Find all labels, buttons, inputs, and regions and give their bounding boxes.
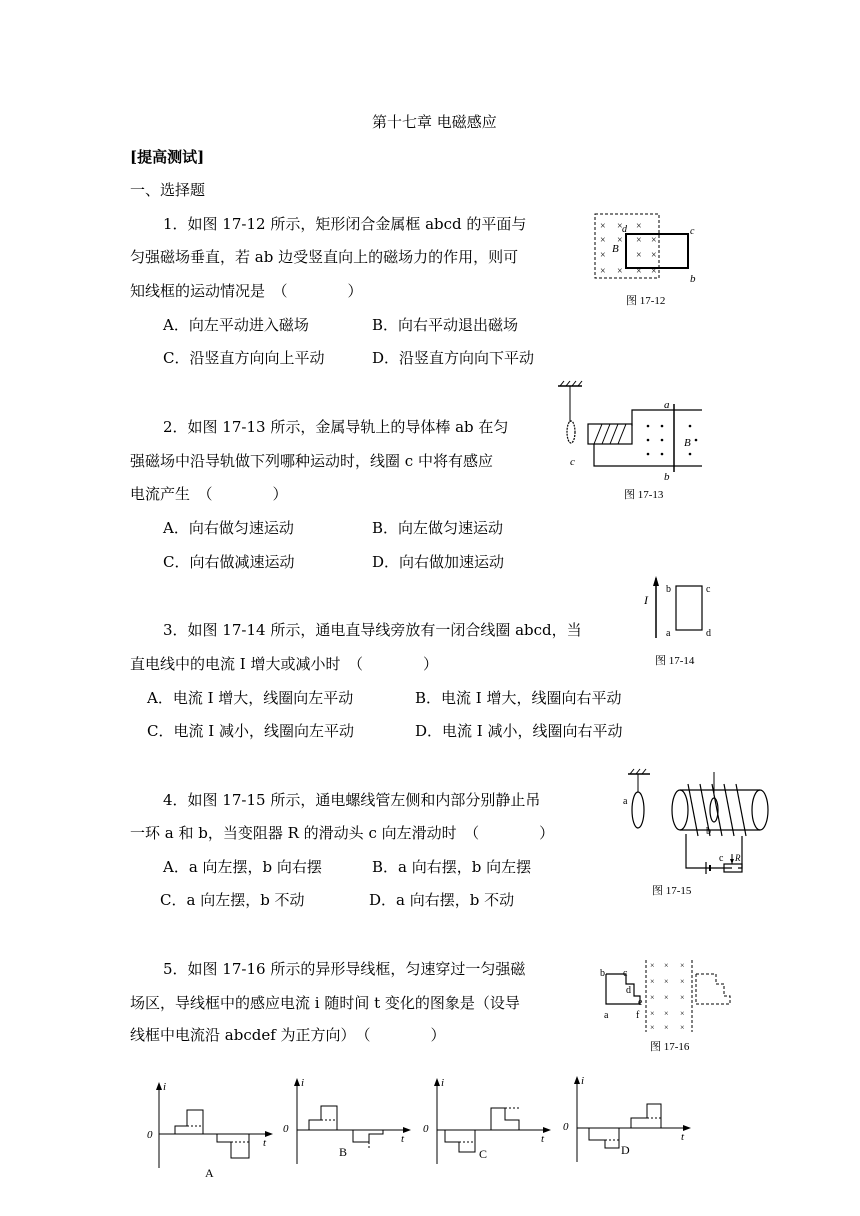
graph-b-t: t <box>401 1133 405 1145</box>
svg-text:×: × <box>650 993 655 1002</box>
figure-17-16 <box>596 956 746 1036</box>
fig15-label-a: a <box>623 796 628 807</box>
q3-option-b: B．电流 I 增大，线圈向右平动 <box>415 689 622 707</box>
q3-option-a: A．电流 I 增大，线圈向左平动 <box>147 689 354 707</box>
caption-17-14: 图 17-14 <box>655 655 695 667</box>
fig16-label-a: a <box>604 1010 609 1021</box>
svg-text:×: × <box>680 977 685 986</box>
figure-17-14 <box>640 572 720 642</box>
page-title: 第十七章 电磁感应 <box>372 113 497 131</box>
svg-text:×: × <box>636 221 642 232</box>
fig16-label-b: b <box>600 968 605 979</box>
graph-d-t: t <box>681 1131 685 1143</box>
svg-text:×: × <box>600 235 606 246</box>
svg-text:×: × <box>664 977 669 986</box>
q3-line-1: 3．如图 17-14 所示，通电直导线旁放有一闭合线圈 abcd，当 <box>163 621 582 639</box>
q4-line-1: 4．如图 17-15 所示，通电螺线管左侧和内部分别静止吊 <box>163 791 541 809</box>
q2-line-3: 电流产生 （ ） <box>130 485 288 503</box>
svg-text:×: × <box>600 250 606 261</box>
fig15-label-r: R <box>735 853 741 863</box>
svg-text:×: × <box>600 266 606 277</box>
graph-b-zero: 0 <box>283 1123 289 1135</box>
graph-c <box>423 1076 553 1176</box>
graph-a <box>145 1080 275 1180</box>
fig12-label-b-field: B <box>612 243 619 255</box>
svg-text:×: × <box>651 266 657 277</box>
fig16-label-c: c <box>623 968 628 979</box>
svg-text:×: × <box>600 221 606 232</box>
fig14-label-d: d <box>706 628 711 639</box>
svg-text:×: × <box>664 961 669 970</box>
svg-text:×: × <box>651 235 657 246</box>
q1-option-a: A．向左平动进入磁场 <box>163 316 309 334</box>
fig14-label-a: a <box>666 628 671 639</box>
svg-text:×: × <box>680 993 685 1002</box>
svg-text:×: × <box>650 961 655 970</box>
svg-text:×: × <box>651 250 657 261</box>
svg-text:×: × <box>664 1009 669 1018</box>
q3-line-2: 直电线中的电流 I 增大或减小时 （ ） <box>130 655 438 673</box>
graph-c-t: t <box>541 1133 545 1145</box>
fig13-label-c: c <box>570 456 575 468</box>
figure-17-13 <box>550 380 710 483</box>
svg-text:×: × <box>617 266 623 277</box>
fig12-label-d: d <box>622 224 627 235</box>
q3-option-c: C．电流 I 减小，线圈向左平动 <box>147 722 354 740</box>
q4-line-2: 一环 a 和 b，当变阻器 R 的滑动头 c 向左滑动时 （ ） <box>130 824 555 842</box>
fig12-label-c: c <box>690 226 695 237</box>
fig13-label-b-field: B <box>684 437 691 449</box>
fig13-label-a: a <box>664 399 670 411</box>
q1-line-3: 知线框的运动情况是 （ ） <box>130 282 363 300</box>
q1-option-c: C．沿竖直方向向上平动 <box>163 349 325 367</box>
svg-text:×: × <box>680 1009 685 1018</box>
fig14-label-c: c <box>706 584 711 595</box>
svg-text:×: × <box>664 1023 669 1032</box>
svg-text:×: × <box>680 1023 685 1032</box>
graph-a-label: A <box>205 1166 214 1180</box>
svg-text:×: × <box>650 1009 655 1018</box>
q2-option-b: B．向左做匀速运动 <box>372 519 504 537</box>
q1-line-2: 匀强磁场垂直，若 ab 边受竖直向上的磁场力的作用，则可 <box>130 248 519 266</box>
caption-17-13: 图 17-13 <box>624 489 664 501</box>
svg-text:×: × <box>636 250 642 261</box>
caption-17-12: 图 17-12 <box>626 295 666 307</box>
svg-text:×: × <box>636 235 642 246</box>
svg-text:×: × <box>617 221 623 232</box>
graph-d-label: D <box>621 1143 630 1157</box>
graph-c-label: C <box>479 1147 488 1161</box>
q1-option-d: D．沿竖直方向向下平动 <box>372 349 535 367</box>
graph-b-i: i <box>301 1077 305 1089</box>
q5-line-3: 线框中电流沿 abcdef 为正方向） （ ） <box>130 1026 446 1044</box>
fig16-label-e: e <box>638 997 643 1008</box>
q2-line-1: 2．如图 17-13 所示，金属导轨上的导体棒 ab 在匀 <box>163 418 509 436</box>
graph-d-i: i <box>581 1075 585 1087</box>
fig15-label-b: b <box>706 826 711 837</box>
graph-d-zero: 0 <box>563 1121 569 1133</box>
fig16-label-f: f <box>636 1010 640 1021</box>
q4-option-d: D．a 向右摆，b 不动 <box>369 891 515 909</box>
part-heading: 一、选择题 <box>130 181 206 199</box>
q2-option-c: C．向右做减速运动 <box>163 553 295 571</box>
svg-text:×: × <box>617 235 623 246</box>
graph-c-i: i <box>441 1077 445 1089</box>
fig12-label-b: b <box>690 273 696 285</box>
q2-line-2: 强磁场中沿导轨做下列哪种运动时，线圈 c 中将有感应 <box>130 452 493 470</box>
q3-option-d: D．电流 I 减小，线圈向右平动 <box>415 722 623 740</box>
figure-17-15 <box>620 768 770 878</box>
graph-a-t: t <box>263 1137 267 1149</box>
q4-option-c: C．a 向左摆，b 不动 <box>160 891 305 909</box>
graph-a-i: i <box>163 1081 167 1093</box>
caption-17-15: 图 17-15 <box>652 885 692 897</box>
fig13-label-b: b <box>664 471 670 483</box>
q2-option-a: A．向右做匀速运动 <box>163 519 294 537</box>
fig15-label-c: c <box>719 853 724 864</box>
q2-option-d: D．向右做加速运动 <box>372 553 505 571</box>
graph-b-label: B <box>339 1145 348 1159</box>
q5-line-1: 5．如图 17-16 所示的异形导线框，匀速穿过一匀强磁 <box>163 960 526 978</box>
q5-line-2: 场区，导线框中的感应电流 i 随时间 t 变化的图象是（设导 <box>130 994 520 1012</box>
figure-17-12 <box>590 212 700 285</box>
fig16-label-d: d <box>626 985 631 996</box>
fig14-label-b: b <box>666 584 671 595</box>
q1-option-b: B．向右平动退出磁场 <box>372 316 519 334</box>
fig14-label-i: I <box>644 593 648 607</box>
graph-b <box>283 1076 413 1176</box>
section-heading: [提高测试] <box>130 148 205 166</box>
graph-a-zero: 0 <box>147 1129 153 1141</box>
svg-text:×: × <box>650 1023 655 1032</box>
caption-17-16: 图 17-16 <box>650 1041 690 1053</box>
svg-text:×: × <box>636 266 642 277</box>
svg-text:×: × <box>650 977 655 986</box>
graph-c-zero: 0 <box>423 1123 429 1135</box>
svg-text:×: × <box>664 993 669 1002</box>
q4-option-b: B．a 向右摆，b 向左摆 <box>372 858 532 876</box>
q4-option-a: A．a 向左摆，b 向右摆 <box>163 858 322 876</box>
graph-d <box>563 1074 693 1174</box>
q1-line-1: 1．如图 17-12 所示，矩形闭合金属框 abcd 的平面与 <box>163 215 527 233</box>
svg-text:×: × <box>680 961 685 970</box>
